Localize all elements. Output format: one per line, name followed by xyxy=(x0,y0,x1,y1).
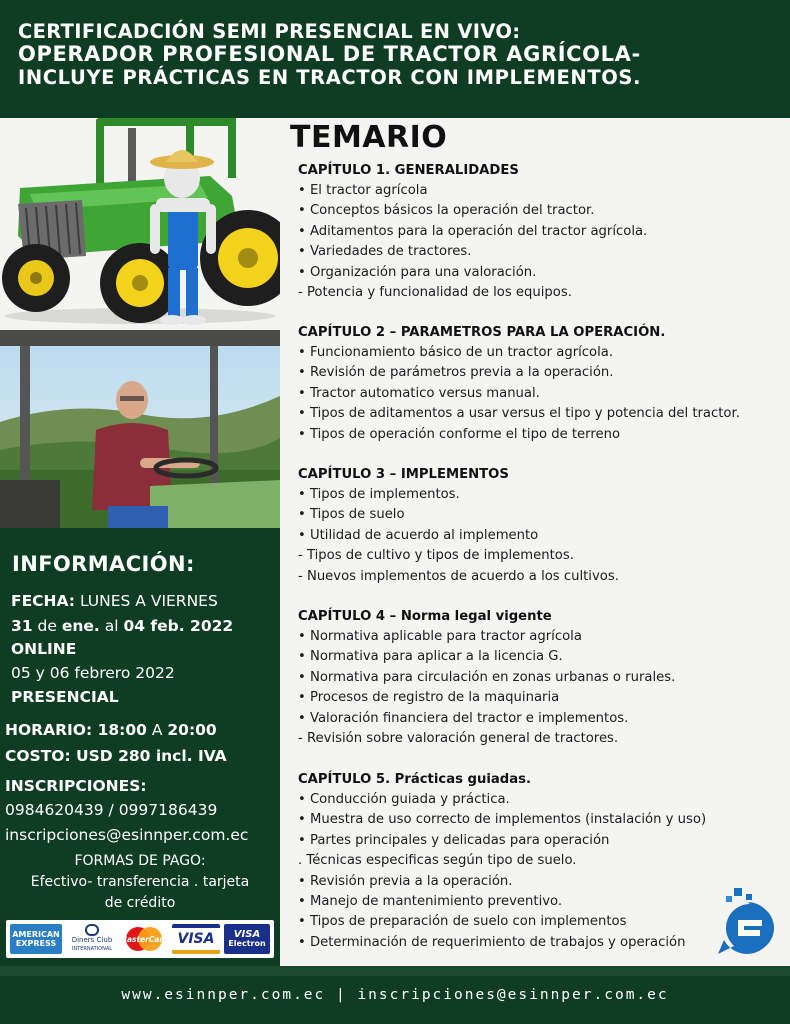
temario-heading: TEMARIO xyxy=(290,120,448,155)
range-end: 04 feb. 2022 xyxy=(123,617,234,635)
list-item: • Partes principales y delicadas para operación xyxy=(298,832,610,848)
mastercard-icon xyxy=(119,924,169,954)
amex-line-2: EXPRESS xyxy=(15,939,57,948)
title-line-2: OPERADOR PROFESIONAL DE TRACTOR AGRÍCOLA- xyxy=(18,42,641,66)
list-item: - Tipos de cultivo y tipos de implementos. xyxy=(298,548,574,564)
chapter-title: CAPÍTULO 2 – PARAMETROS PARA LA OPERACIÓN. xyxy=(298,325,666,340)
tractor-illustration xyxy=(0,118,280,328)
info-title: INFORMACIÓN: xyxy=(12,552,195,576)
list-item: - Nuevos implementos de acuerdo a los cultivos. xyxy=(298,568,619,584)
range-de: de xyxy=(32,617,62,635)
chapter-title: CAPÍTULO 3 – IMPLEMENTOS xyxy=(298,467,509,482)
list-item: • Manejo de mantenimiento preventivo. xyxy=(298,893,563,909)
list-item: • Valoración financiera del tractor e implementos. xyxy=(298,710,629,726)
header-banner xyxy=(0,0,790,118)
list-item: • Tractor automatico versus manual. xyxy=(298,385,540,401)
footer-bar xyxy=(0,966,790,1024)
inscripciones-label: INSCRIPCIONES: xyxy=(5,777,147,795)
amex-line-1: AMERICAN xyxy=(12,930,60,939)
diners-line-2: INTERNATIONAL xyxy=(71,946,113,952)
list-item: • Aditamentos para la operación del tractor agrícola. xyxy=(298,223,648,239)
costo-line: COSTO: USD 280 incl. IVA xyxy=(5,747,227,765)
list-item: • Funcionamiento básico de un tractor agrícola. xyxy=(298,345,614,360)
chapter-title: CAPÍTULO 4 – Norma legal vigente xyxy=(298,609,552,624)
fecha-value: LUNES A VIERNES xyxy=(75,592,218,610)
list-item: • Tipos de aditamentos a usar versus el tipo y potencia del tractor. xyxy=(298,406,740,422)
horario-start: 18:00 xyxy=(97,721,147,739)
electron-line-1: VISA xyxy=(233,929,261,940)
list-item: • Normativa para circulación en zonas urbanas o rurales. xyxy=(298,669,676,685)
list-item: • Normativa para aplicar a la licencia G. xyxy=(298,649,563,665)
chapter-1 xyxy=(298,160,778,303)
pago-line-2: de crédito xyxy=(104,895,176,911)
phone-numbers[interactable]: 0984620439 / 0997186439 xyxy=(5,801,218,819)
list-item: • Organización para una valoración. xyxy=(298,264,537,280)
presencial-label: PRESENCIAL xyxy=(11,688,119,706)
list-item: • Normativa aplicable para tractor agrícola xyxy=(298,629,582,644)
chapter-4 xyxy=(298,606,778,749)
horario-line xyxy=(5,721,217,739)
horario-label: HORARIO: xyxy=(5,721,98,739)
list-item: • Tipos de preparación de suelo con implementos xyxy=(298,914,627,930)
date-range xyxy=(11,617,233,635)
diners-line-1: Diners Club xyxy=(71,936,113,944)
range-al: al xyxy=(99,617,124,635)
horario-a: A xyxy=(146,721,168,739)
title-line-1: CERTIFICADCIÓN SEMI PRESENCIAL EN VIVO: xyxy=(18,20,521,43)
esinnper-logo-icon xyxy=(716,886,780,958)
farmer-photo xyxy=(0,330,280,528)
chapter-title: CAPÍTULO 5. Prácticas guiadas. xyxy=(298,772,531,787)
range-start-month: ene. xyxy=(61,617,100,635)
list-item: • Revisión previa a la operación. xyxy=(298,873,513,889)
chapter-5 xyxy=(298,769,778,953)
chapter-2 xyxy=(298,322,778,445)
electron-line-2: Electron xyxy=(228,939,266,948)
diners-card-icon xyxy=(66,924,118,954)
list-item: • Variedades de tractores. xyxy=(298,244,472,260)
list-item: - Potencia y funcionalidad de los equipos. xyxy=(298,284,572,300)
visa-electron-card-icon xyxy=(224,924,270,954)
mastercard-label: MasterCard xyxy=(119,934,169,944)
payment-cards xyxy=(6,920,274,958)
list-item: • Determinación de requerimiento de trabajos y operación xyxy=(298,934,686,950)
footer-divider xyxy=(0,966,790,976)
online-label: ONLINE xyxy=(11,640,77,658)
presencial-dates: 05 y 06 febrero 2022 xyxy=(11,664,175,682)
email-link[interactable]: inscripciones@esinnper.com.ec xyxy=(5,826,249,844)
pago-line-1: Efectivo- transferencia . tarjeta xyxy=(30,874,250,890)
info-panel xyxy=(0,528,280,966)
visa-card-icon: VISA xyxy=(172,924,220,954)
fecha-label: FECHA: xyxy=(11,592,76,610)
pago-label: FORMAS DE PAGO: xyxy=(74,853,206,869)
chapter-title: CAPÍTULO 1. GENERALIDADES xyxy=(298,163,519,178)
list-item: • Tipos de suelo xyxy=(298,507,405,523)
fecha-line xyxy=(11,592,218,610)
title-line-3: INCLUYE PRÁCTICAS EN TRACTOR CON IMPLEMENTOS. xyxy=(18,66,642,89)
list-item: • Procesos de registro de la maquinaria xyxy=(298,690,560,706)
list-item: • El tractor agrícola xyxy=(298,183,428,198)
list-item: - Revisión sobre valoración general de tractores. xyxy=(298,730,619,746)
range-start-day: 31 xyxy=(11,617,33,635)
horario-end: 20:00 xyxy=(167,721,217,739)
footer-contact[interactable]: www.esinnper.com.ec | inscripciones@esinnper.com.ec xyxy=(121,987,669,1003)
amex-card-icon xyxy=(10,924,62,954)
list-item: . Técnicas especificas según tipo de suelo. xyxy=(298,853,577,869)
list-item: • Muestra de uso correcto de implementos (instalación y uso) xyxy=(298,812,707,828)
list-item: • Revisión de parámetros previa a la operación. xyxy=(298,365,614,381)
list-item: • Conducción guiada y práctica. xyxy=(298,792,510,807)
list-item: • Tipos de implementos. xyxy=(298,487,460,502)
chapter-3 xyxy=(298,464,778,587)
list-item: • Utilidad de acuerdo al implemento xyxy=(298,527,539,543)
list-item: • Conceptos básicos la operación del tractor. xyxy=(298,203,595,219)
list-item: • Tipos de operación conforme el tipo de terreno xyxy=(298,426,621,442)
